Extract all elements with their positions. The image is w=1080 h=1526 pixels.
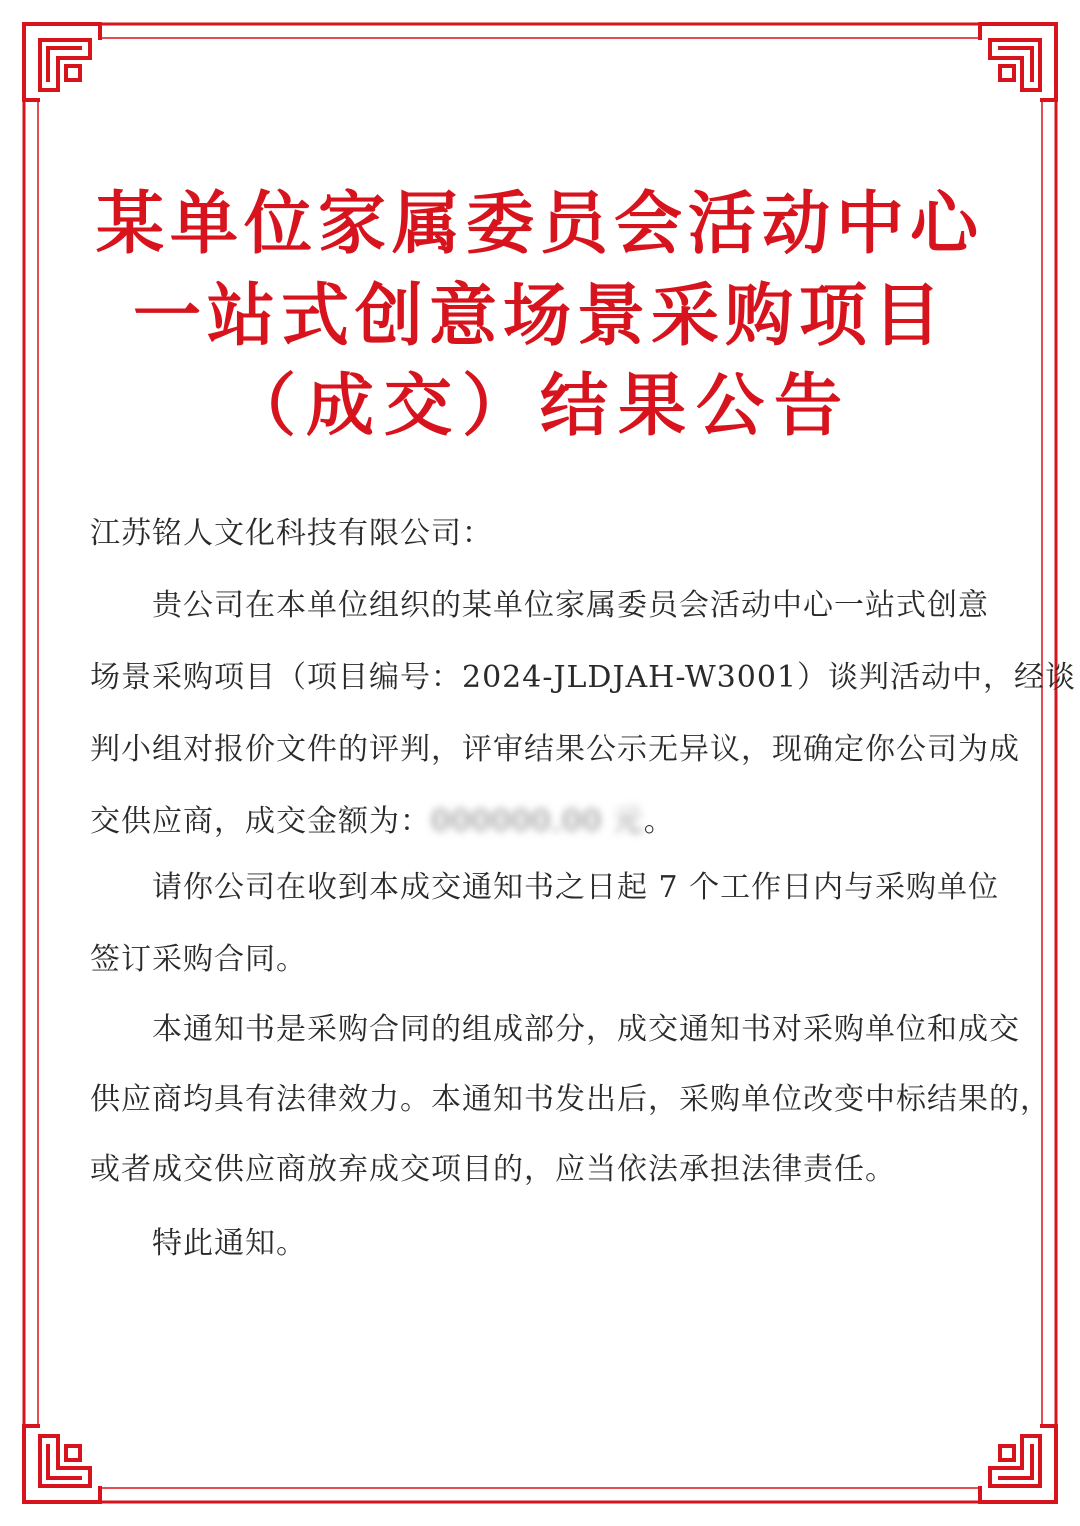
addressee: 江苏铭人文化科技有限公司： (90, 516, 493, 551)
paragraph-3-line-3: 或者成交供应商放弃成交项目的，应当依法承担法律责任。 (90, 1152, 896, 1187)
paragraph-3-line-1: 本通知书是采购合同的组成部分，成交通知书对采购单位和成交 (152, 1012, 1020, 1047)
paragraph-1-line-3: 判小组对报价文件的评判，评审结果公示无异议，现确定你公司为成 (90, 732, 1020, 767)
closing-line: 特此通知。 (152, 1226, 307, 1261)
title-line-2: 一站式创意场景采购项目 (132, 277, 947, 356)
paragraph-1-line-4 (90, 804, 1000, 840)
paragraph-2-line-1: 请你公司在收到本成交通知书之日起 7 个工作日内与采购单位 (152, 870, 1000, 905)
title-line-3: （成交）结果公告 (227, 367, 852, 446)
title-line-1: 某单位家属委员会活动中心 (95, 185, 984, 264)
paragraph-2-line-2: 签订采购合同。 (90, 942, 307, 977)
blurred-amount: 000000.00 元 (431, 804, 644, 839)
paragraph-1-line-1: 贵公司在本单位组织的某单位家属委员会活动中心一站式创意 (152, 588, 989, 623)
paragraph-3-line-2: 供应商均具有法律效力。本通知书发出后，采购单位改变中标结果的， (90, 1082, 1051, 1117)
amount-suffix: 。 (643, 804, 675, 839)
corner-ornament (24, 24, 100, 100)
amount-prefix: 交供应商，成交金额为： (90, 804, 431, 839)
paragraph-1-line-2: 场景采购项目（项目编号：2024-JLDJAH-W3001）谈判活动中，经谈 (90, 660, 1077, 695)
